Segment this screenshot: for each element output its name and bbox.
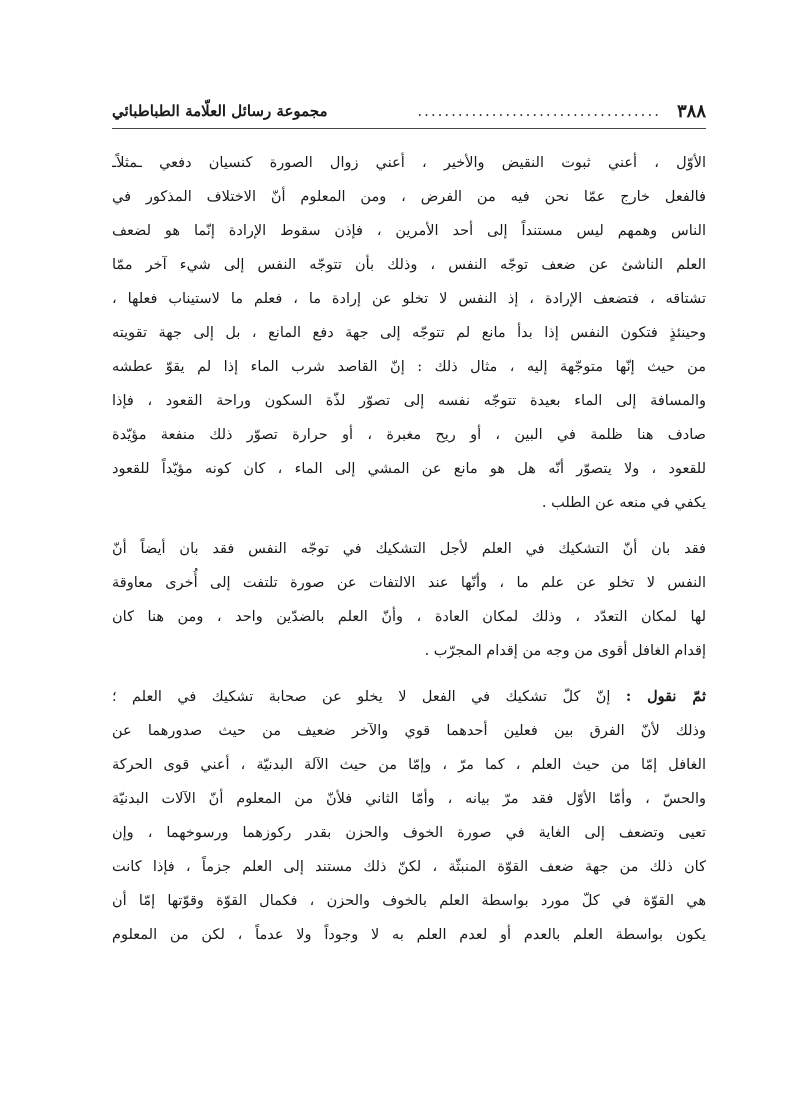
header-divider — [112, 128, 706, 129]
text-line: الناس وهمهم ليس مستنداً إلى أحد الأمرين ، فإذن سقوط الإرادة إنّما هو لضعف — [112, 223, 706, 239]
text-line: تعيى وتضعف إلى الغاية في صورة الخوف والحزن بقدر ركوزهما ورسوخهما ، وإن — [112, 825, 706, 841]
text-line-rest: إنّ كلّ تشكيك في الفعل لا يخلو عن صحابة تشكيك في العلم ؛ — [112, 689, 626, 705]
page-number: ٣٨٨ — [676, 100, 706, 122]
paragraph-gap — [112, 668, 706, 680]
leader-dots: .................................... — [417, 102, 661, 120]
text-line: والحسّ ، وأمّا الأوّل فقد مرّ بيانه ، وأمّا الثاني فلأنّ من المعلوم أنّ الآلات البدنيّة — [112, 791, 706, 807]
text-line: النفس لا تخلو عن علم ما ، وأنّها عند الالتفات عن صورة تلتفت إلى أُخرى معاوقة — [112, 575, 706, 591]
text-line: لها لمكان التعدّد ، وذلك لمكان العادة ، وأنّ العلم بالضدّين واحد ، ومن هنا كان — [112, 609, 706, 625]
text-line: إقدام الغافل أقوى من وجه من إقدام المجرّب . — [424, 643, 706, 659]
text-line: فالفعل خارج عمّا نحن فيه من الفرض ، ومن المعلوم أنّ الاختلاف المذكور في — [112, 189, 706, 205]
page-body — [112, 146, 706, 952]
text-line: هي القوّة في كلّ مورد بواسطة العلم بالخوف والحزن ، فكمال القوّة وقوّتها إمّا أن — [112, 893, 706, 909]
text-line: كان ذلك من جهة ضعف القوّة المنبثّة ، لكنّ ذلك مستند إلى العلم جزماً ، فإذا كانت — [112, 859, 706, 875]
text-line: من حيث إنّها متوجّهة إليه ، مثال ذلك : إنّ القاصد شرب الماء إذا لم يقوّ عطشه — [112, 359, 706, 375]
running-header — [112, 96, 706, 126]
paragraph-lead: ثمّ نقول : — [625, 688, 706, 705]
text-line: الغافل إمّا من حيث العلم ، كما مرّ ، وإمّا من حيث الآلة البدنيّة ، أعني قوى الحركة — [112, 757, 706, 773]
text-line: صادف هنا ظلمة في البين ، أو ريح مغبرة ، أو حرارة تصوّر ذلك منفعة مؤيّدة — [112, 427, 706, 443]
text-line: العلم الناشئ عن ضعف توجّه النفس ، وذلك بأن تتوجّه النفس إلى شيء آخر ممّا — [112, 257, 706, 273]
paragraph-gap — [112, 520, 706, 532]
text-line: وذلك لأنّ الفرق بين فعلين أحدهما قوي والآخر ضعيف من حيث صدورهما عن — [112, 723, 706, 739]
text-line: تشتاقه ، فتضعف الإرادة ، إذ النفس لا تخلو عن إرادة ما ، فعلم ما لاستيناب فعلها ، — [112, 291, 706, 307]
text-line: للقعود ، ولا يتصوّر أنّه هل هو مانع عن المشي إلى الماء ، كان كونه مؤيّداً للقعود — [112, 461, 706, 477]
text-line — [112, 680, 706, 714]
text-line: والمسافة إلى الماء بعيدة تتوجّه نفسه إلى تصوّر لذّة السكون وراحة القعود ، فإذا — [112, 393, 706, 409]
text-line: وحينئذٍ فتكون النفس إذا بدأ مانع لم تتوجّه إلى جهة دفع المانع ، بل إلى جهة تقويته — [112, 325, 706, 341]
text-line: الأوّل ، أعني ثبوت النقيض والأخير ، أعني زوال الصورة كنسيان دفعي ـمثلاًـ — [112, 155, 706, 171]
text-line: فقد بان أنّ التشكيك في العلم لأجل التشكيك في توجّه النفس فقد بان أيضاً أنّ — [112, 541, 706, 557]
text-line: يكون بواسطة العلم بالعدم أو لعدم العلم به لا وجوداً ولا عدماً ، لكن من المعلوم — [112, 927, 706, 943]
text-line: يكفي في منعه عن الطلب . — [541, 495, 706, 511]
book-title: مجموعة رسائل العلّامة الطباطبائي — [112, 102, 328, 120]
